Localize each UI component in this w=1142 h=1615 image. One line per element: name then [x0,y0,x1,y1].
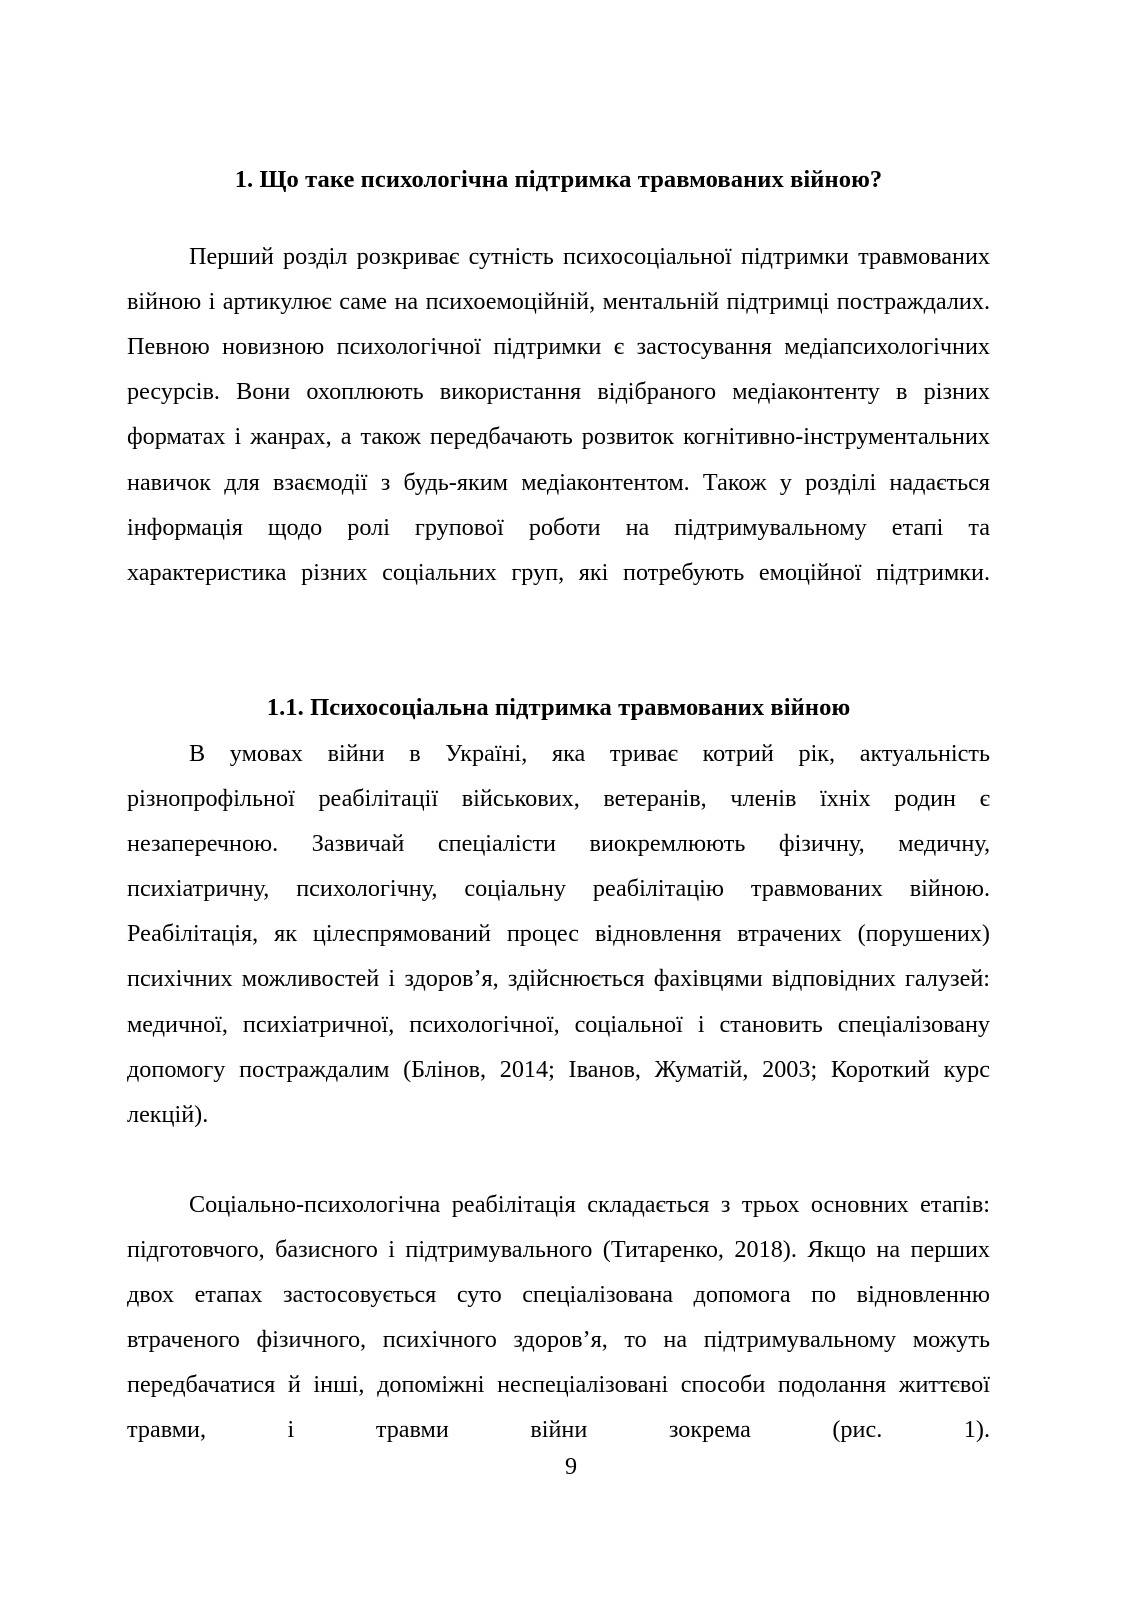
page-content-column [127,0,990,1498]
section-heading-1-1: 1.1. Психосоціальна підтримка травмованих війною [266,693,851,721]
section-paragraph-2: Соціально-психологічна реабілітація складається з трьох основних етапів: підготовчого, базисного і підтримувального (Титаренко, 2018). Якщо на перших двох етапах застосовується суто спеціалізована допомога по відновленню втраченого фізичного, психічного здоров’я, то на підтримувальному можуть передбачатися й інші, допоміжні неспеціалізовані способи подолання життєвої травми, і травми війни зокрема (рис. 1). [127,1190,990,1444]
section-paragraph-1: В умовах війни в Україні, яка триває котрий рік, актуальність різнопрофільної реабілітації військових, ветеранів, членів їхніх родин є незаперечною. Зазвичай спеціалісти виокремлюють фізичну, медичну, психіатричну, психологічну, соціальну реабілітацію травмованих війною. Реабілітація, як цілеспрямований процес відновлення втрачених (порушених) психічних можливостей і здоров’я, здійснюється фахівцями відповідних галузей: медичної, психіатричної, психологічної, соціальної і становить спеціалізовану допомогу постраждалим (Блінов, 2014; Іванов, Жуматій, 2003; Короткий курс лекцій). [127,739,990,1128]
chapter-intro-paragraph: Перший розділ розкриває сутність психосоціальної підтримки травмованих війною і артикулює саме на психоемоційній, ментальній підтримці постраждалих. Певною новизною психологічної підтримки є застосування медіапсихологічних ресурсів. Вони охоплюють використання відібраного медіаконтенту в різних форматах і жанрах, а також передбачають розвиток когнітивно-інструментальних навичок для взаємодії з будь-яким медіаконтентом. Також у розділі надається інформація щодо ролі групової роботи на підтримувальному етапі та характеристика різних соціальних груп, які потребують емоційної підтримки. [127,243,990,586]
chapter-heading: 1. Що таке психологічна підтримка травмованих війною? [234,166,883,193]
page-number: 9 [564,1453,578,1480]
